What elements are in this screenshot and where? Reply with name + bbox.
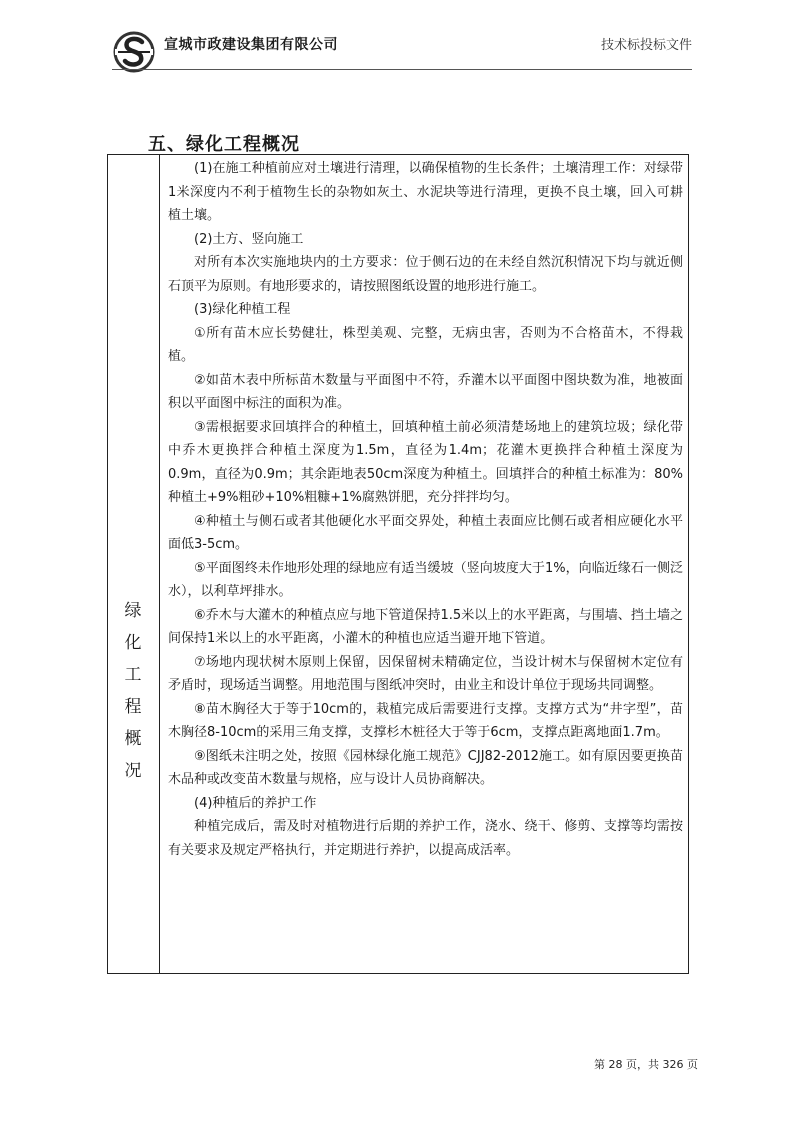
body-paragraph: 对所有本次实施地块内的土方要求：位于侧石边的在未经自然沉积情况下均与就近侧石顶平为原则。有地形要求的，请按照图纸设置的地形进行施工。 [168,255,683,294]
body-paragraph: (2)土方、竖向施工 [194,231,304,247]
body-paragraph: ③需根据要求回填拌合的种植土，回填种植土前必须清楚场地上的建筑垃圾；绿化带中乔木更换拌合种植土深度为1.5m，直径为1.4m；花灌木更换拌合种植土深度为0.9m，直径为0.9m；其余距地表50cm深度为种植土。回填拌合的种植土标准为：80%种植土+9%粗砂+10%粗糠+1%腐熟饼肥，充分拌拌均匀。 [168,419,683,505]
body-paragraph: ②如苗木表中所标苗木数量与平面图中不符，乔灌木以平面图中图块数为准，地被面积以平面图中标注的面积为准。 [168,372,683,411]
document-type: 技术标投标文件 [600,38,692,53]
side-label: 绿 化 工 程 概 况 [124,601,143,781]
side-label-cell [108,155,160,973]
body-paragraph: ⑤平面图终未作地形处理的绿地应有适当缓坡（竖向坡度大于1%，向临近缘石一侧泛水），以利草坪排水。 [168,560,683,599]
header-divider [112,69,692,70]
body-paragraph: (4)种植后的养护工作 [194,795,317,811]
company-logo-icon [112,30,156,74]
body-paragraph: ⑨图纸未注明之处，按照《园林绿化施工规范》CJJ82-2012施工。如有原因要更换苗木品种或改变苗木数量与规格，应与设计人员协商解决。 [168,748,683,787]
body-paragraph: ⑦场地内现状树木原则上保留，因保留树未精确定位，当设计树木与保留树木定位有矛盾时，现场适当调整。用地范围与图纸冲突时，由业主和设计单位于现场共同调整。 [168,654,683,693]
body-paragraph: ④种植土与侧石或者其他硬化水平面交界处，种植土表面应比侧石或者相应硬化水平面低3-5cm。 [168,513,683,552]
section-title: 五、绿化工程概况 [148,134,300,155]
body-paragraph: ⑥乔木与大灌木的种植点应与地下管道保持1.5米以上的水平距离，与围墙、挡土墙之间保持1米以上的水平距离，小灌木的种植也应适当避开地下管道。 [168,607,683,646]
body-paragraph: (1)在施工种植前应对土壤进行清理，以确保植物的生长条件；土壤清理工作：对绿带1米深度内不利于植物生长的杂物如灰土、水泥块等进行清理，更换不良土壤，回入可耕植土壤。 [168,161,683,223]
body-paragraph: ①所有苗木应长势健壮，株型美观、完整，无病虫害，否则为不合格苗木，不得栽植。 [168,325,683,364]
content-table [107,154,689,974]
page-number: 第 28 页，共 326 页 [594,1058,698,1071]
body-paragraph: ⑧苗木胸径大于等于10cm的，栽植完成后需要进行支撑。支撑方式为“井字型”，苗木胸径8-10cm的采用三角支撑，支撑杉木桩径大于等于6cm，支撑点距离地面1.7m。 [168,701,683,740]
page-header [112,24,692,74]
body-paragraph: (3)绿化种植工程 [194,302,291,317]
body-paragraph: 种植完成后，需及时对植物进行后期的养护工作，浇水、绕干、修剪、支撑等均需按有关要求及规定严格执行，并定期进行养护，以提高成活率。 [168,819,683,858]
company-name: 宣城市政建设集团有限公司 [164,37,338,53]
content-cell [168,157,683,862]
